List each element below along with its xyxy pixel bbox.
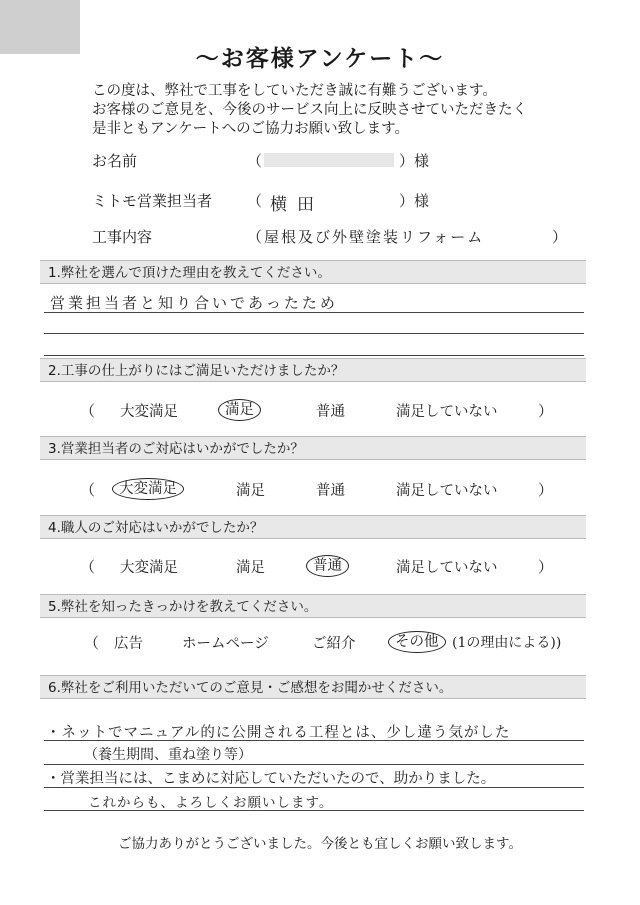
q6-answer-line: ・ネットでマニュアル的に公開される工程とは、少し違う気がした bbox=[46, 725, 511, 741]
q2-option-not-satisfied: 満足していない bbox=[396, 404, 498, 420]
name-label: お名前 bbox=[92, 152, 138, 170]
footer-text: ご協力ありがとうございました。今後とも宜しくお願い致します。 bbox=[118, 836, 522, 852]
intro-line: この度は、弊社で工事をしていただき誠に有難うございます。 bbox=[92, 83, 497, 99]
q2-option-normal: 普通 bbox=[316, 404, 345, 420]
q2-option-satisfied-selected: 満足 bbox=[218, 399, 261, 421]
q3-option-satisfied: 満足 bbox=[236, 483, 265, 499]
q5-note: (1の理由による)) bbox=[452, 635, 562, 651]
q3-option-not-satisfied: 満足していない bbox=[396, 483, 498, 499]
q5-header: 5.弊社を知ったきっかけを教えてください。 bbox=[40, 594, 586, 618]
intro-line: お客様のご意見を、今後のサービス向上に反映させていただきたく bbox=[92, 102, 527, 118]
answer-line bbox=[44, 787, 584, 788]
answer-line bbox=[44, 355, 584, 356]
work-value: 屋根及び外壁塗装リフォーム bbox=[264, 228, 485, 246]
q4-option-normal-selected: 普通 bbox=[306, 555, 349, 577]
q1-answer: 営業担当者と知り合いであったため bbox=[50, 294, 338, 312]
q4-header: 4.職人のご対応はいかがでしたか？ bbox=[40, 515, 586, 539]
answer-line bbox=[44, 740, 584, 741]
q2-option-very-satisfied: 大変満足 bbox=[120, 404, 178, 420]
intro-text bbox=[92, 82, 612, 139]
work-label: 工事内容 bbox=[92, 228, 153, 246]
intro-line: 是非ともアンケートへのご協力お願い致します。 bbox=[92, 121, 409, 137]
answer-line bbox=[44, 333, 584, 334]
q6-answer-line: これからも、よろしくお願いします。 bbox=[88, 795, 334, 811]
name-suffix: 様 bbox=[414, 152, 430, 170]
q4-option-satisfied: 満足 bbox=[236, 560, 265, 576]
name-redacted bbox=[264, 153, 394, 167]
q6-header: 6.弊社をご利用いただいてのご意見・ご感想をお聞かせください。 bbox=[40, 675, 586, 699]
q6-answer-line: ・営業担当には、こまめに対応していただいたので、助かりました。 bbox=[46, 771, 496, 787]
q6-answer-line: （養生期間、重ね塗り等） bbox=[84, 747, 252, 763]
sales-suffix: 様 bbox=[414, 192, 430, 210]
q4-option-not-satisfied: 満足していない bbox=[396, 560, 498, 576]
q5-option-other-selected: その他 bbox=[388, 631, 446, 653]
answer-line bbox=[44, 764, 584, 765]
q3-option-very-satisfied-selected: 大変満足 bbox=[112, 478, 184, 500]
q3-option-normal: 普通 bbox=[316, 483, 345, 499]
sales-label: ミトモ営業担当者 bbox=[92, 192, 213, 210]
page-title: ～お客様アンケート～ bbox=[195, 46, 445, 72]
q5-option-referral: ご紹介 bbox=[312, 636, 356, 652]
q2-header: 2.工事の仕上がりにはご満足いただけましたか？ bbox=[40, 358, 586, 382]
q4-option-very-satisfied: 大変満足 bbox=[120, 560, 178, 576]
q5-option-ad: 広告 bbox=[114, 636, 143, 652]
q1-header: 1.弊社を選んで頂けた理由を教えてください。 bbox=[40, 260, 586, 284]
q5-option-homepage: ホームページ bbox=[182, 636, 269, 652]
q3-header: 3.営業担当者のご対応はいかがでしたか？ bbox=[40, 436, 586, 460]
answer-line bbox=[44, 312, 584, 313]
answer-line bbox=[44, 810, 584, 811]
sales-value: 横田 bbox=[270, 195, 324, 215]
